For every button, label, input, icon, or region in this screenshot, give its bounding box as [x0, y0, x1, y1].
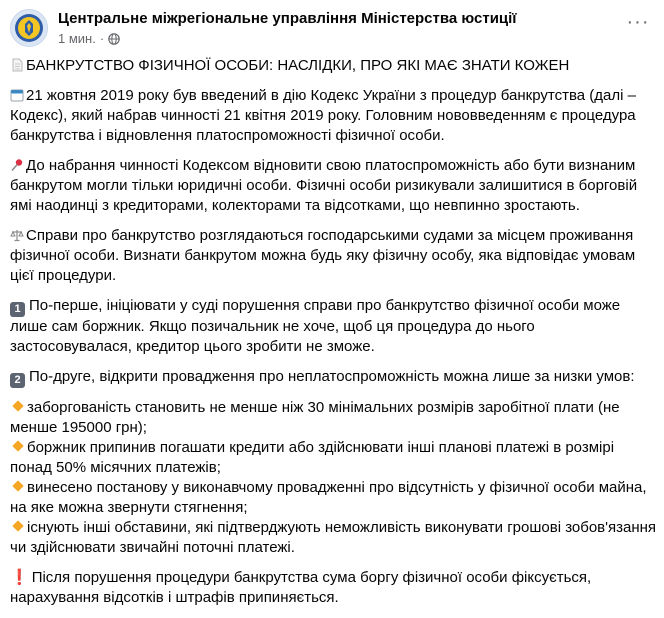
ministry-emblem-icon	[14, 13, 44, 43]
condition-item	[10, 518, 658, 558]
keycap-2-icon: 2	[10, 373, 25, 388]
condition-text: заборгованість становить не менше ніж 30 мінімальних розмірів заробітної плати (не менше 195000 грн);	[10, 399, 620, 436]
condition-item	[10, 478, 658, 518]
exclamation-icon: ❗	[10, 569, 29, 586]
post-title: БАНКРУТСТВО ФІЗИЧНОЇ ОСОБИ: НАСЛІДКИ, ПРО ЯКІ МАЄ ЗНАТИ КОЖЕН	[26, 57, 570, 74]
calendar-icon	[10, 88, 24, 102]
keycap-1-icon: 1	[10, 302, 25, 317]
post-time-link[interactable]: 1 мин.	[58, 31, 96, 46]
paragraph-intro	[10, 86, 658, 146]
paragraph-second-text: По-друге, відкрити провадження про неплатоспроможність можна лише за низки умов:	[29, 368, 635, 385]
orange-diamond-icon	[12, 480, 23, 491]
orange-diamond-icon	[12, 520, 23, 531]
paragraph-result-text: Після порушення процедури банкрутства сума боргу фізичної особи фіксується, нарахування відсотків і штрафів припиняється.	[10, 569, 592, 606]
post-header	[10, 9, 654, 49]
paragraph-first-text: По-перше, ініціювати у суді порушення справи про банкрутство фізичної особи може лише сам боржник. Якщо позичальник не хоче, щоб ця процедура до нього застосовувалася, кредитор цього зробити не зможе.	[10, 297, 621, 355]
page-avatar[interactable]	[10, 9, 48, 47]
paragraph-second	[10, 367, 658, 388]
more-options-button[interactable]: ···	[626, 11, 650, 33]
pushpin-icon	[10, 158, 24, 172]
condition-text: боржник припинив погашати кредити або здійснювати інші планові платежі в розмірі понад 50% місячних платежів;	[10, 439, 615, 476]
condition-text: винесено постанову у виконавчому провадженні про відсутність у фізичної особи майна, на яке можна звернути стягнення;	[10, 479, 647, 516]
scales-icon	[10, 228, 24, 242]
post-title-line	[10, 56, 658, 76]
paragraph-courts-text: Справи про банкрутство розглядаються господарськими судами за місцем проживання фізичної особи. Визнати банкрутом можна будь яку фізичну особу, яка відповідає умовам цієї процедури.	[10, 227, 636, 284]
orange-diamond-icon	[12, 440, 23, 451]
post-body	[10, 56, 658, 618]
paragraph-courts	[10, 226, 658, 286]
document-icon	[10, 58, 24, 72]
paragraph-first	[10, 296, 658, 357]
condition-text: існують інші обставини, які підтверджують неможливість виконувати грошові зобов'язання чи здійснювати звичайні поточні платежі.	[10, 519, 657, 556]
condition-item	[10, 398, 658, 438]
globe-icon	[108, 33, 120, 45]
paragraph-intro-text: 21 жовтня 2019 року був введений в дію Кодекс України з процедур банкрутства (далі – Кодекс), який набрав чинності 21 квітня 2019 року. Головним нововведенням є процедура банкрутства і відновлення платоспроможності фізичної особи.	[10, 87, 636, 144]
paragraph-result	[10, 568, 658, 608]
page-name-link[interactable]: Центральне міжрегіональне управління Міністерства юстиції	[58, 10, 517, 27]
paragraph-history	[10, 156, 658, 216]
meta-separator: ·	[99, 31, 105, 46]
condition-item	[10, 438, 658, 478]
orange-diamond-icon	[12, 400, 23, 411]
paragraph-history-text: До набрання чинності Кодексом відновити свою платоспроможність або бути визнаним банкрутом могли тільки юридичні особи. Фізичні особи ризикували залишитися в борговій ямі наодинці з кредиторами, колекторами та відсотками, що невпинно зростають.	[10, 157, 638, 214]
